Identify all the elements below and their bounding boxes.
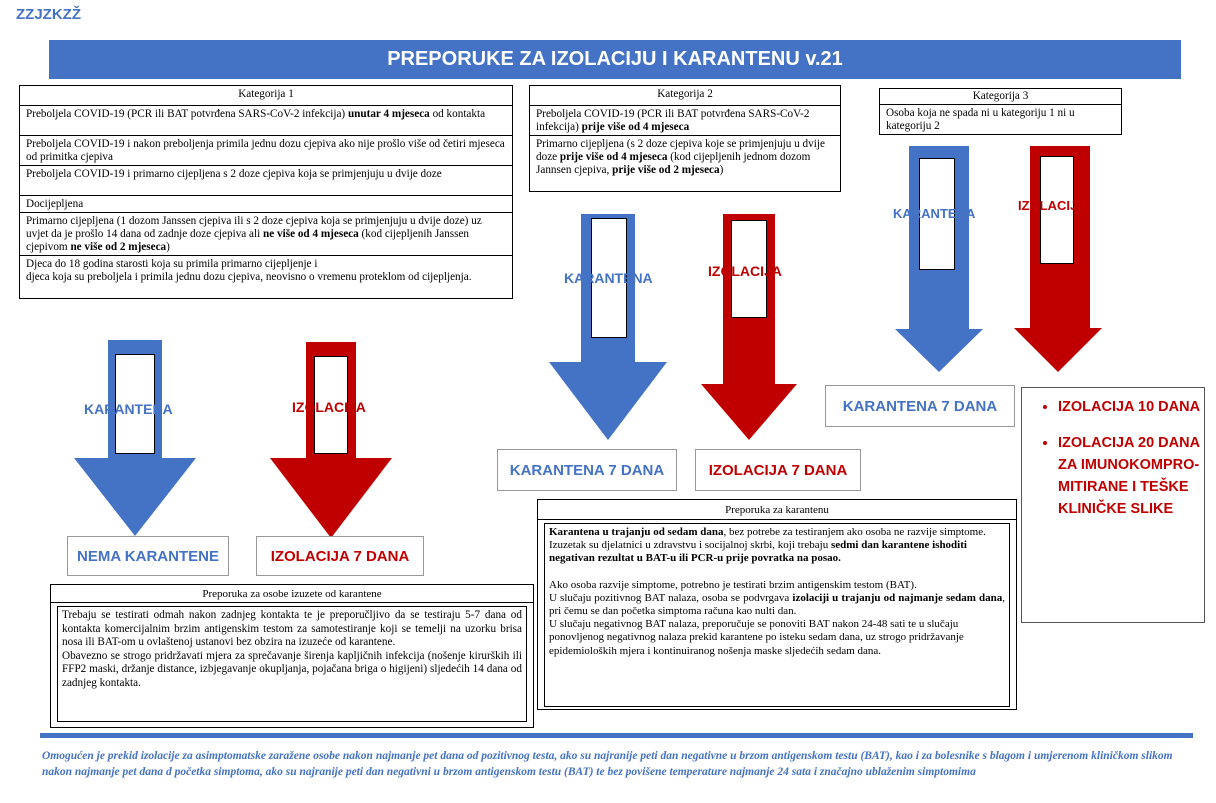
category-1-row: Preboljela COVID-19 i primarno cijepljena s 2 doze cjepiva koja se primjenjuju u dvije doze xyxy=(20,166,513,196)
category-1-row: Primarno cijepljena (1 dozom Janssen cjepiva ili s 2 doze cjepiva koja se primjenjuju u dvije doze) uz uvjet da je prošlo 14 dana od zadnje doze cjepiva ali ne više od 4 mjeseca (kod cijepljenih Janssen cjepivom ne više od 2 mjeseca) xyxy=(20,213,513,256)
category-1-table xyxy=(19,85,513,299)
izolacija-item: • IZOLACIJA 20 DANA ZA IMUNOKOMPRO-MITIRANE I TEŠKE KLINIČKE SLIKE xyxy=(1058,432,1204,520)
category-2-row: Primarno cijepljena (s 2 doze cjepiva koje se primjenjuju u dvije doze prije više od 4 mjeseca (kod cijepljenih jednom dozom Jannsen cjepiva, prije više od 2 mjeseca) xyxy=(530,136,841,192)
outcome-izolacija-cat1: IZOLACIJA 7 DANA xyxy=(256,536,424,576)
quarantine-panel-title: Preporuka za karantenu xyxy=(538,500,1016,520)
karantena-label-cat2: KARANTENA xyxy=(564,270,653,286)
izolacija-item: • IZOLACIJA 10 DANA xyxy=(1058,396,1204,418)
outcome-nema-karantene: NEMA KARANTENE xyxy=(67,536,229,576)
outcome-karantena-cat2: KARANTENA 7 DANA xyxy=(497,449,677,491)
category-3-row: Osoba koja ne spada ni u kategoriju 1 ni u kategoriju 2 xyxy=(880,105,1122,135)
outcome-izolacija-cat3 xyxy=(1021,387,1205,623)
category-1-row: Preboljela COVID-19 (PCR ili BAT potvrđena SARS-CoV-2 infekcija) unutar 4 mjeseca od kontakta xyxy=(20,106,513,136)
exempt-panel-body: Trebaju se testirati odmah nakon zadnjeg kontakta te je preporučljivo da se testiraju 5-7 dana od kontakta komercijalnim brzim antigenskim testom za samotestiranje koji se temelji na uzorku brisa nosa ili BAT-om u ovlaštenoj ustanovi bez obzira na izuzeće od karantene. Obavezno se strogo pridržavati mjera za sprečavanje širenja kapljičnih infekcija (nošenje kirurških ili FFP2 maski, držanje distance, izbjegavanje okupljanja, pojačana briga o higijeni) sljedećih 14 dana od zadnjeg kontakta. xyxy=(57,606,527,722)
karantena-arrow-cat2 xyxy=(549,214,667,440)
footnote: Omogućen je prekid izolacije za asimptomatske zaražene osobe nakon najmanje pet dana od pozitivnog testa, ako su najranije peti dan negativne u brzom antigenskom testu (BAT), kao i za bolesnike s blagom i umjerenom kliničkom slikom nakon najmanje pet dana d početka simptoma, ako su najranije peti dan negativni u brzom antigenskom testu (BAT) te bez povišene temperature najmanje 24 sata i značajno ublaženim simptomima xyxy=(42,750,1173,778)
category-1-header: Kategorija 1 xyxy=(20,86,513,106)
izolacija-label-cat3: IZOLACIJA xyxy=(1018,198,1087,213)
izolacija-arrow-cat3 xyxy=(1014,146,1102,372)
outcome-izolacija-cat2: IZOLACIJA 7 DANA xyxy=(695,449,861,491)
karantena-arrow-cat1 xyxy=(74,340,196,536)
category-3-table xyxy=(879,88,1122,135)
izolacija-label-cat1: IZOLACIJA xyxy=(292,399,366,415)
karantena-label-cat3: KARANTENA xyxy=(893,206,976,221)
izolacija-arrow-cat1 xyxy=(270,342,392,538)
quarantine-panel-body: Karantena u trajanju od sedam dana, bez potrebe za testiranjem ako osoba ne razvije simptome. Izuzetak su djelatnici u zdravstvu i socijalnoj skrbi, koji trebaju sedmi dan karantene ishoditi negativan rezultat u BAT-u ili PCR-u prije povratka na posao. Ako osoba razvije simptome, potrebno je testirati brzim antigenskim testom (BAT). U slučaju pozitivnog BAT nalaza, osoba se podvrgava izolaciji u trajanju od najmanje sedam dana, pri čemu se dan početka simptoma računa kao nulti dan. U slučaju negativnog BAT nalaza, preporučuje se ponoviti BAT nakon 24-48 sati te u slučaju ponovljenog negativnog nalaza prekid karantene po isteku sedam dana, uz strogo pridržavanje epidemioloških mjera i kontinuiranog nošenja maske sljedećih sedam dana. xyxy=(544,523,1010,707)
quarantine-recommendation-panel xyxy=(537,499,1017,710)
category-2-table xyxy=(529,85,841,192)
category-1-row: Docijepljena xyxy=(20,196,513,213)
outcome-karantena-cat3: KARANTENA 7 DANA xyxy=(825,385,1015,427)
category-1-row: Djeca do 18 godina starosti koja su primila primarno cijepljenje i djeca koja su preboljela i primila jednu dozu cjepiva, neovisno o vremenu proteklom od cijepljenja. xyxy=(20,256,513,299)
izolacija-label-cat2: IZOLACIJA xyxy=(708,263,782,279)
page-title: PREPORUKE ZA IZOLACIJU I KARANTENU v.21 xyxy=(49,40,1181,79)
footer-divider xyxy=(40,733,1193,738)
logo: ZZJZKZŽ xyxy=(16,6,81,23)
izolacija-arrow-cat2 xyxy=(701,214,797,440)
karantena-label-cat1: KARANTENA xyxy=(84,401,173,417)
exempt-panel-title: Preporuka za osobe izuzete od karantene xyxy=(51,585,533,603)
karantena-arrow-cat3 xyxy=(895,146,983,372)
category-2-row: Preboljela COVID-19 (PCR ili BAT potvrđena SARS-CoV-2 infekcija) prije više od 4 mjeseca xyxy=(530,106,841,136)
exempt-recommendation-panel xyxy=(50,584,534,728)
category-1-row: Preboljela COVID-19 i nakon preboljenja primila jednu dozu cjepiva ako nije prošlo više od četiri mjeseca od primitka cjepiva xyxy=(20,136,513,166)
category-2-header: Kategorija 2 xyxy=(530,86,841,106)
category-3-header: Kategorija 3 xyxy=(880,89,1122,105)
